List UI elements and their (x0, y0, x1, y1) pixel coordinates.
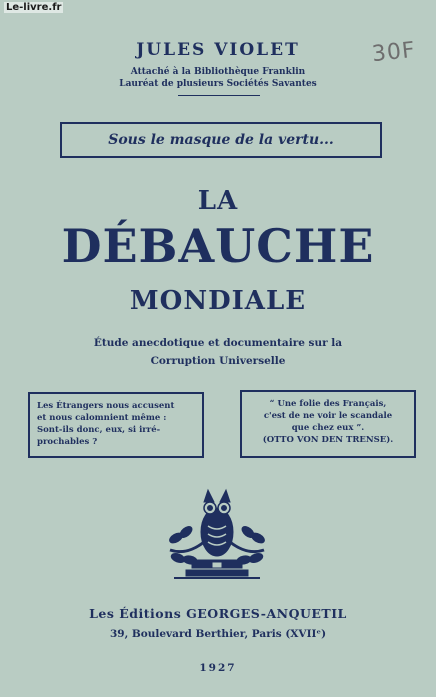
author-affiliations (0, 66, 436, 90)
title-sub: MONDIALE (129, 286, 307, 316)
handwritten-price: 30F (370, 37, 417, 68)
quote-right-line-4: (OTTO VON DEN TRENSE). (262, 435, 394, 445)
quote-left-line-1: Les Étrangers nous accusent (37, 401, 175, 411)
quote-left-line-3: Sont-ils donc, eux, si irré- (37, 425, 161, 435)
title-main: DÉBAUCHE (61, 219, 375, 273)
publication-year: 1927 (199, 662, 237, 674)
tagline: Sous le masque de la vertu... (108, 132, 334, 148)
author-divider (178, 95, 260, 96)
quote-left-line-4: prochables ? (37, 437, 98, 447)
author-affiliation-2: Lauréat de plusieurs Sociétés Savantes (119, 79, 317, 89)
owl-emblem-icon (164, 480, 270, 584)
publisher-address: 39, Boulevard Berthier, Paris (XVIIᵉ) (109, 628, 327, 640)
quote-left-line-2: et nous calomnient même : (37, 413, 167, 423)
subtitle-line-1: Étude anecdotique et documentaire sur la (93, 337, 343, 349)
quote-right-line-1: “ Une folie des Français, (269, 399, 387, 409)
publisher: Les Éditions GEORGES-ANQUETIL (89, 606, 347, 621)
quote-right-line-2: c'est de ne voir le scandale (263, 411, 393, 421)
author-name: JULES VIOLET (136, 40, 300, 60)
quote-box-left (28, 392, 204, 458)
subtitle (0, 334, 436, 370)
quote-right-line-3: que chez eux ”. (291, 423, 365, 433)
title-article: LA (197, 186, 239, 216)
quote-box-right (240, 390, 416, 458)
tagline-box (60, 122, 382, 158)
watermark: Le-livre.fr (6, 2, 62, 13)
author-affiliation-1: Attaché à la Bibliothèque Franklin (130, 67, 306, 77)
subtitle-line-2: Corruption Universelle (150, 355, 286, 367)
